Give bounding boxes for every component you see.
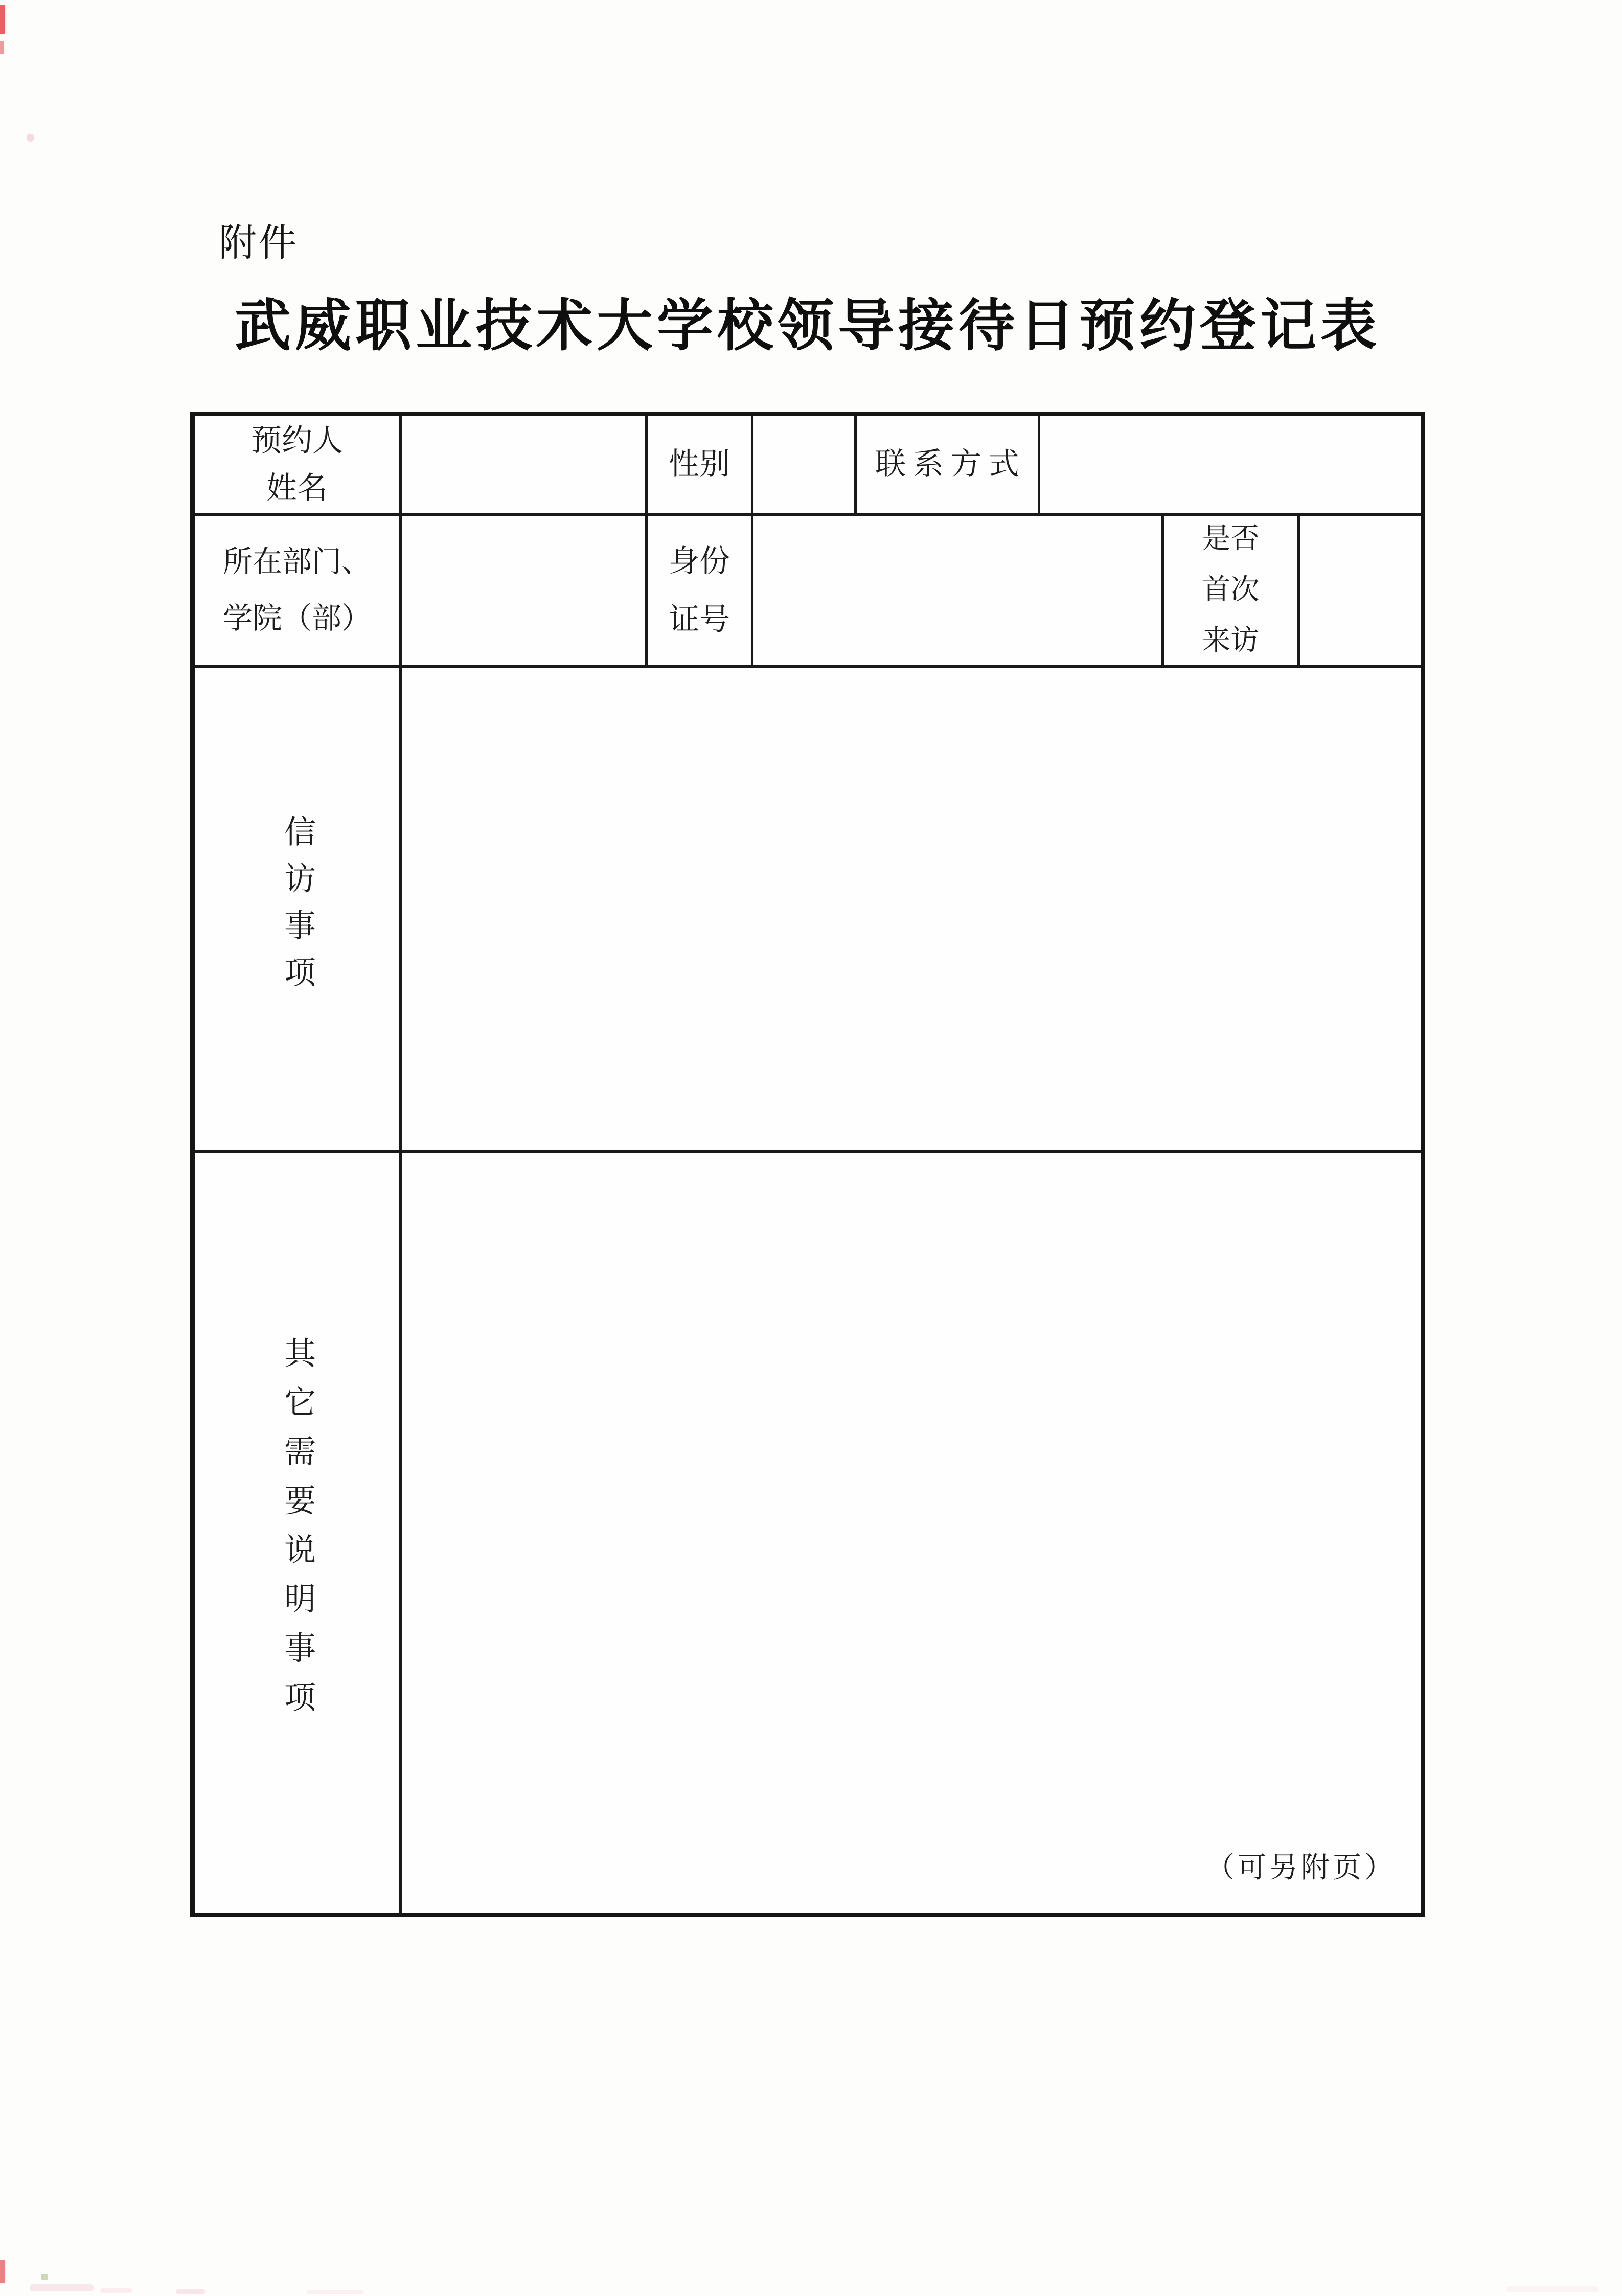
other-notes-label: 其它需要说明事项	[279, 1336, 314, 1730]
petition-matters-label: 信访事项	[279, 815, 314, 1003]
scan-artifact	[27, 134, 34, 142]
cell-contact-label	[857, 416, 1040, 516]
cell-id-number-label	[648, 516, 753, 668]
cell-contact-value	[1040, 416, 1421, 516]
cell-department-value	[402, 516, 648, 668]
first-visit-label: 是否首次来访	[1202, 523, 1260, 657]
cell-other-notes-label	[195, 1153, 402, 1913]
id-number-label: 身份证号	[669, 544, 730, 636]
scan-artifact	[0, 2260, 5, 2283]
cell-gender-label	[648, 416, 753, 516]
applicant-name-label: 预约人姓名	[250, 423, 343, 505]
contact-label: 联系方式	[875, 447, 1026, 481]
cell-department-label	[195, 516, 402, 668]
scan-artifact	[41, 2274, 48, 2280]
cell-petition-label	[195, 668, 402, 1153]
cell-gender-value	[753, 416, 857, 516]
registration-form-table	[190, 412, 1425, 1917]
scan-artifact	[100, 2288, 132, 2293]
cell-applicant-name-label	[195, 416, 402, 516]
page-title: 武威职业技术大学校领导接待日预约登记表	[235, 295, 1381, 357]
attachment-label: 附件	[219, 222, 299, 264]
department-label: 所在部门、学院（部）	[222, 545, 371, 635]
scan-artifact	[1507, 2286, 1599, 2292]
scan-artifact	[30, 2284, 94, 2291]
scan-artifact	[176, 2289, 205, 2294]
scan-artifact	[307, 2290, 364, 2294]
cell-first-visit-label	[1164, 516, 1300, 668]
gender-label: 性别	[669, 447, 730, 481]
scan-artifact	[0, 41, 4, 54]
cell-first-visit-value	[1300, 516, 1421, 668]
cell-petition-value	[402, 668, 1421, 1153]
cell-other-notes-value	[402, 1153, 1421, 1913]
cell-applicant-name-value	[402, 416, 648, 516]
attach-extra-page-note: （可另附页）	[1206, 1852, 1396, 1884]
scan-artifact	[0, 5, 5, 34]
cell-id-number-value	[753, 516, 1164, 668]
